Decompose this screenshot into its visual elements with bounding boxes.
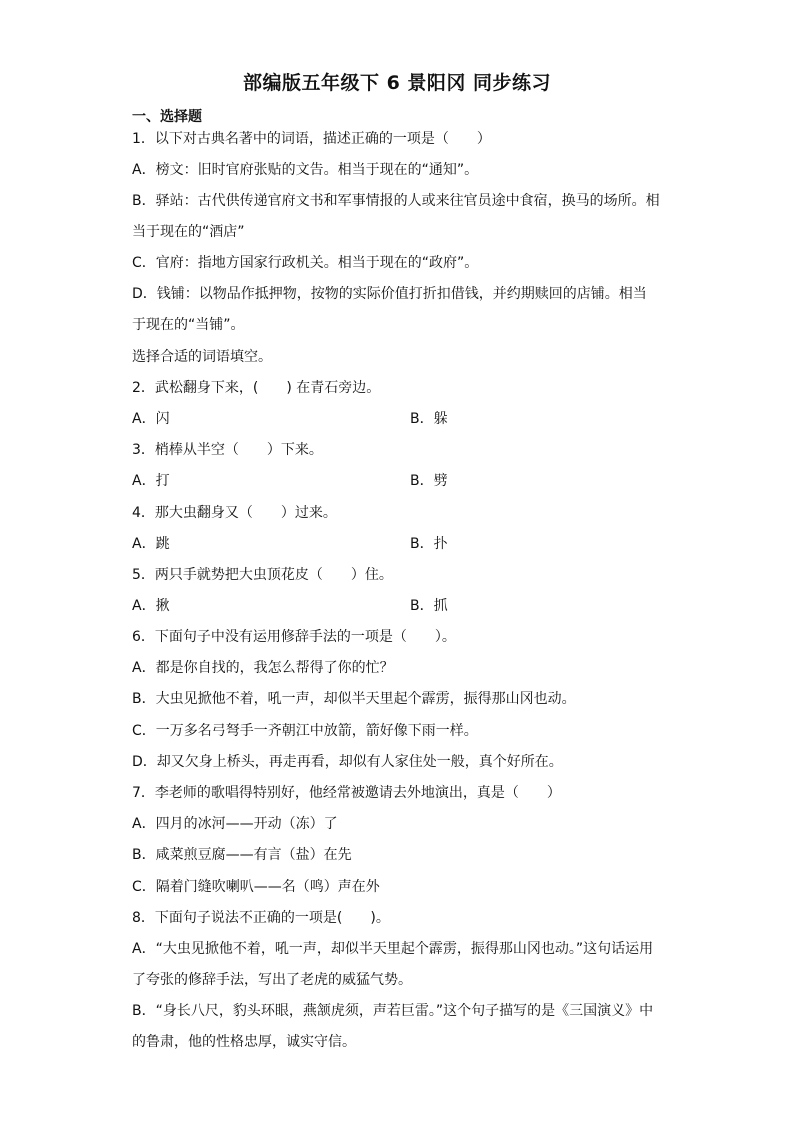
- question-1-option-a: A．榜文：旧时官府张贴的文告。相当于现在的“通知”。: [132, 162, 479, 178]
- question-4-option-a: A．跳: [132, 536, 170, 552]
- question-1-stem: 1．以下对古典名著中的词语，描述正确的一项是（ ）: [132, 131, 491, 147]
- question-1-option-b-line2: 当于现在的“酒店”: [132, 224, 245, 240]
- question-1-option-d-line1: D．钱铺：以物品作抵押物，按物的实际价值打折扣借钱，并约期赎回的店铺。相当: [132, 286, 647, 302]
- question-2-stem: 2．武松翻身下来，( ) 在青石旁边。: [132, 380, 381, 396]
- question-1-option-c: C．官府：指地方国家行政机关。相当于现在的“政府”。: [132, 255, 479, 271]
- question-7-stem: 7．李老师的歌唱得特别好，他经常被邀请去外地演出，真是（ ）: [132, 785, 561, 801]
- question-6-option-d: D．却又欠身上桥头，再走再看，却似有人家住处一般，真个好所在。: [132, 754, 563, 770]
- question-8-stem: 8．下面句子说法不正确的一项是( )。: [132, 910, 390, 926]
- question-8-option-b-line1: B．“身长八尺，豹头环眼，燕颔虎须，声若巨雷。”这个句子描写的是《三国演义》中: [132, 1003, 654, 1019]
- question-8-option-a-line2: 了夸张的修辞手法，写出了老虎的威猛气势。: [132, 972, 412, 988]
- question-6-stem: 6．下面句子中没有运用修辞手法的一项是（ ）。: [132, 629, 456, 645]
- question-6-option-a: A．都是你自找的，我怎么帮得了你的忙？: [132, 660, 394, 676]
- question-6-option-c: C．一万多名弓弩手一齐朝江中放箭，箭好像下雨一样。: [132, 723, 478, 739]
- question-4-stem: 4．那大虫翻身又（ ）过来。: [132, 505, 337, 521]
- section-heading: 一、选择题: [132, 109, 202, 125]
- question-5-stem: 5．两只手就势把大虫顶花皮（ ）住。: [132, 567, 393, 583]
- question-7-option-b: B．咸菜煎豆腐——有言（盐）在先: [132, 847, 352, 863]
- question-3-option-b: B．劈: [410, 473, 448, 489]
- question-1-option-d-line2: 于现在的“当铺”。: [132, 317, 245, 333]
- question-5-option-a: A．揪: [132, 598, 170, 614]
- question-5-option-b: B．抓: [410, 598, 448, 614]
- fill-in-instruction: 选择合适的词语填空。: [132, 349, 272, 365]
- question-4-option-b: B．扑: [410, 536, 448, 552]
- question-3-option-a: A．打: [132, 473, 170, 489]
- question-8-option-b-line2: 的鲁肃，他的性格忠厚，诚实守信。: [132, 1034, 356, 1050]
- question-2-option-a: A．闪: [132, 411, 170, 427]
- question-8-option-a-line1: A．“大虫见掀他不着，吼一声，却似半天里起个霹雳，振得那山冈也动。”这句话运用: [132, 941, 654, 957]
- question-7-option-c: C．隔着门缝吹喇叭——名（鸣）声在外: [132, 879, 380, 895]
- question-2-option-b: B．躲: [410, 411, 448, 427]
- question-7-option-a: A．四月的冰河——开动（冻）了: [132, 816, 338, 832]
- question-3-stem: 3．梢棒从半空（ ）下来。: [132, 442, 323, 458]
- page-title: 部编版五年级下 6 景阳冈 同步练习: [242, 72, 552, 94]
- question-6-option-b: B．大虫见掀他不着，吼一声，却似半天里起个霹雳，振得那山冈也动。: [132, 691, 576, 707]
- question-1-option-b-line1: B．驿站：古代供传递官府文书和军事情报的人或来往官员途中食宿，换马的场所。相: [132, 193, 660, 209]
